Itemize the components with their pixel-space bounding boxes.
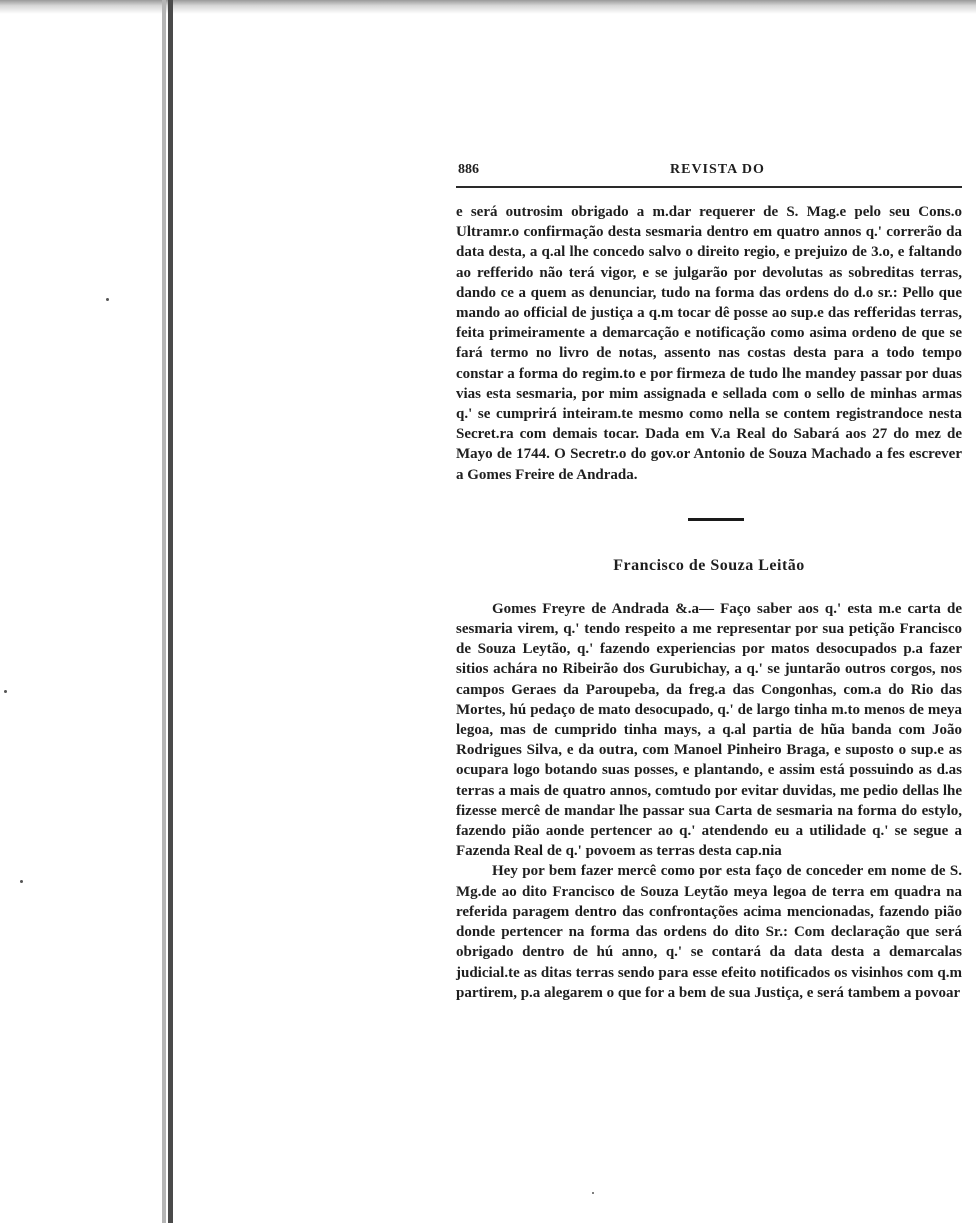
document-page xyxy=(456,160,962,1003)
paragraph-body: Gomes Freyre de Andrada &.a— Faço saber aos q.' esta m.e carta de sesmaria virem, q.' tendo respeito a me representar por sua petição Francisco de Souza Leytão, q.' fazendo experiencias por matos desocupados p.a fazer sitios achára no Ribeirão dos Gurubichay, a q.' se juntarão outros corgos, nos campos Geraes da Paroupeba, da freg.a das Congonhas, com.a do Rio das Mortes, hú pedaço de mato desocupado, q.' de largo tinha m.to menos de meya legoa, mas de cumprido tinha mays, a q.al partia de hũa banda com João Rodrigues Silva, e da outra, com Manoel Pinheiro Braga, e suposto o sup.e as ocupara logo botando suas posses, e plantando, e assim está possuindo as d.as terras a mais de quatro annos, comtudo por evitar duvidas, me pedio dellas lhe fizesse mercê de mandar lhe passar sua Carta de sesmaria na forma do estylo, fazendo pião aonde pertencer ao q.' atendendo eu a utilidade q.' se segue a Fazenda Real de q.' povoem as terras desta cap.nia xyxy=(456,600,962,860)
scan-speck xyxy=(20,880,23,883)
header-rule xyxy=(456,186,962,190)
section-divider xyxy=(688,518,744,521)
running-title: REVISTA DO xyxy=(670,162,765,177)
scan-speck xyxy=(4,690,7,693)
scan-top-edge xyxy=(0,0,976,14)
scan-speck xyxy=(106,298,109,301)
page-number: 886 xyxy=(458,162,479,177)
paragraph-body: Hey por bem fazer mercê como por esta faço de conceder em nome de S. Mg.de ao dito Francisco de Souza Leytão meya legoa de terra em quadra na referida paragem dentro das confrontações acima mencionadas, fazendo pião donde pertencer na forma das ordens do dito Sr.: Com declaração que será obrigado dentro de hú anno, q.' se contará da data desta a demarcalas judicial.te as ditas terras sendo para esse efeito notificados os visinhos com q.m partirem, p.a alegarem o que for a bem de sua Justiça, e será tambem a povoar xyxy=(456,863,962,1001)
scan-speck xyxy=(592,1192,594,1194)
scan-gutter-line xyxy=(168,0,173,1223)
running-head xyxy=(456,160,962,180)
scan-gutter-shadow xyxy=(162,0,166,1223)
section-title: Francisco de Souza Leitão xyxy=(613,556,805,574)
paragraph-continuation: e será outrosim obrigado a m.dar requerer de S. Mag.e pelo seu Cons.o Ultramr.o confirmação desta sesmaria dentro em quatro annos q.' correrão da data desta, a q.al lhe concedo salvo o direito regio, e prejuizo de 3.o, e faltando ao refferido não terá vigor, e se julgarão por devolutas as sobreditas terras, dando ce a quem as denunciar, tudo na forma das ordens do d.o sr.: Pello que mando ao official de justiça a q.m tocar dê posse ao sup.e das refferidas terras, feita primeiramente a demarcação e notificação como asima ordeno de que se fará termo no livro de notas, assento nas costas desta para a todo tempo constar a forma do regim.to e por firmeza de tudo lhe mandey passar por duas vias esta sesmaria, por mim assignada e sellada com o sello de minhas armas q.' se cumprirá inteiram.te mesmo como nella se contem registrandoce nesta Secret.ra com demais tocar. Dada em V.a Real do Sabará aos 27 do mez de Mayo de 1744. O Secretr.o do gov.or Antonio de Souza Machado a fes escrever a Gomes Freire de Andrada. xyxy=(456,204,962,483)
